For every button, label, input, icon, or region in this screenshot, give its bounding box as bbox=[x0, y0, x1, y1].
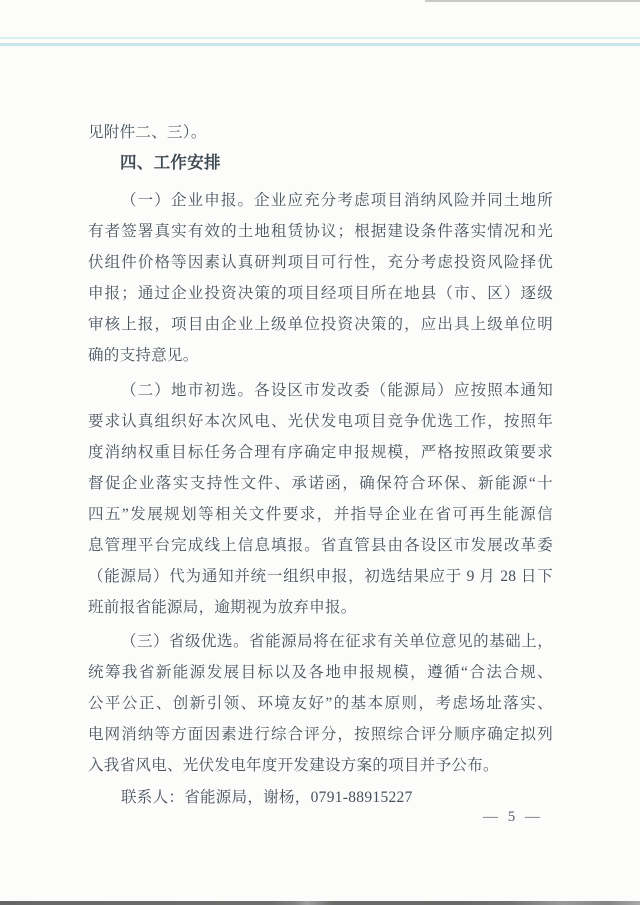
letterhead-rule-top bbox=[0, 37, 640, 39]
text-line: 息管理平台完成线上信息填报。省直管县由各设区市发展改革委 bbox=[88, 537, 553, 554]
text-line: 审核上报，项目由企业上级单位投资决策的，应出具上级单位明 bbox=[88, 316, 553, 333]
document-text-column bbox=[88, 117, 553, 813]
text-line: 有者签署真实有效的土地租赁协议；根据建设条件落实情况和光 bbox=[88, 223, 553, 240]
text-line: 申报；通过企业投资决策的项目经项目所在地县（市、区）逐级 bbox=[88, 285, 553, 302]
text-line: （一）企业申报。企业应充分考虑项目消纳风险并同土地所 bbox=[121, 192, 553, 209]
text-line: 度消纳权重目标任务合理有序确定申报规模，严格按照政策要求 bbox=[88, 444, 553, 461]
text-line: 确的支持意见。 bbox=[88, 347, 199, 364]
letterhead-rule-bottom bbox=[0, 43, 640, 46]
page-number: — 5 — bbox=[483, 809, 543, 825]
text-line: 伏组件价格等因素认真研判项目可行性，充分考虑投资风险择优 bbox=[88, 254, 553, 271]
continuation-line: 见附件二、三）。 bbox=[88, 124, 207, 141]
text-line: 电网消纳等方面因素进行综合评分，按照综合评分顺序确定拟列 bbox=[88, 726, 553, 743]
text-line: 班前报省能源局，逾期视为放弃申报。 bbox=[88, 599, 357, 616]
text-line: （能源局）代为通知并统一组织申报，初选结果应于 9 月 28 日下 bbox=[88, 568, 553, 585]
scan-edge-artifact-top bbox=[425, 0, 640, 2]
paragraph-provincial-selection bbox=[88, 626, 553, 781]
contact-line: 联系人：省能源局，谢杨，0791-88915227 bbox=[121, 789, 413, 806]
paragraph-enterprise-application bbox=[88, 185, 553, 371]
text-line: （三）省级优选。省能源局将在征求有关单位意见的基础上， bbox=[121, 633, 553, 650]
text-line: 入我省风电、光伏发电年度开发建设方案的项目并予公布。 bbox=[88, 757, 499, 774]
text-line: 要求认真组织好本次风电、光伏发电项目竞争优选工作，按照年 bbox=[88, 413, 553, 430]
paragraph-city-preselection bbox=[88, 375, 553, 623]
text-line: （二）地市初选。各设区市发改委（能源局）应按照本通知 bbox=[121, 382, 553, 399]
text-line: 公平公正、创新引领、环境友好”的基本原则，考虑场址落实、 bbox=[88, 695, 553, 712]
scan-edge-artifact-bottom bbox=[0, 901, 640, 905]
section-heading: 四、工作安排 bbox=[120, 154, 221, 172]
text-line: 督促企业落实支持性文件、承诺函，确保符合环保、新能源“十 bbox=[88, 475, 553, 492]
text-line: 四五”发展规划等相关文件要求，并指导企业在省可再生能源信 bbox=[88, 506, 553, 523]
text-line: 统筹我省新能源发展目标以及各地申报规模，遵循“合法合规、 bbox=[88, 664, 553, 681]
